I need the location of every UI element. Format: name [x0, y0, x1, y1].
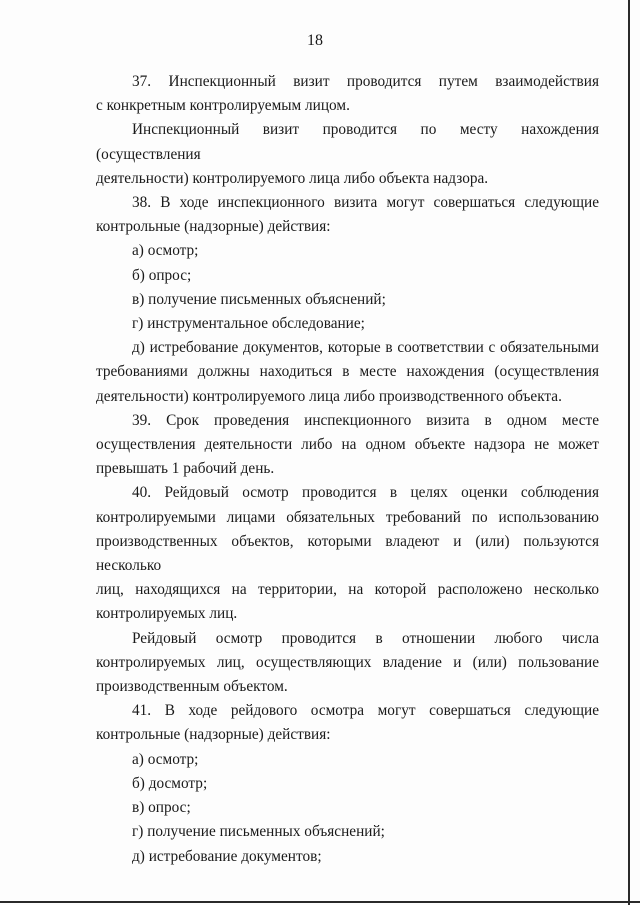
text-line: Инспекционный визит проводится по месту нахождения (осуществления	[96, 121, 599, 163]
text-line: Рейдовый осмотр проводится в отношении любого числа	[132, 629, 599, 647]
text-line: а) осмотр;	[132, 750, 199, 768]
text-line: контрольные (надзорные) действия:	[96, 218, 331, 236]
text-line: 40. Рейдовый осмотр проводится в целях оценки соблюдения	[132, 484, 599, 502]
page-number: 18	[307, 32, 323, 49]
text-line: контролируемых лиц, осуществляющих владение и (или) пользование	[96, 653, 599, 671]
scan-edge-right	[628, 0, 630, 905]
text-line: деятельности) контролируемого лица либо объекта надзора.	[96, 169, 489, 187]
text-line: 39. Срок проведения инспекционного визита в одном месте	[132, 411, 599, 429]
scan-edge-bottom	[0, 901, 640, 903]
text-line: превышать 1 рабочий день.	[96, 460, 275, 478]
text-line: контролируемых лиц.	[96, 605, 238, 623]
text-line: 38. В ходе инспекционного визита могут совершаться следующие	[132, 194, 599, 212]
text-line: требованиями должны находиться в месте нахождения (осуществления	[96, 363, 599, 381]
text-line: контрольные (надзорные) действия:	[96, 726, 331, 744]
text-line: деятельности) контролируемого лица либо производственного объекта.	[96, 387, 562, 405]
text-line: д) истребование документов;	[132, 847, 322, 865]
text-line: д) истребование документов, которые в соответствии с обязательными	[132, 339, 599, 357]
text-line: контролируемыми лицами обязательных требований по использованию	[96, 508, 599, 526]
text-line: 41. В ходе рейдового осмотра могут совершаться следующие	[132, 702, 599, 720]
text-line: 37. Инспекционный визит проводится путем взаимодействия	[132, 73, 599, 90]
text-line: производственным объектом.	[96, 678, 288, 696]
text-line: в) получение письменных объяснений;	[132, 290, 386, 308]
text-line: б) опрос;	[132, 266, 192, 284]
text-line: г) получение письменных объяснений;	[132, 823, 385, 841]
text-line: с конкретным контролируемым лицом.	[96, 97, 350, 115]
document-body	[96, 70, 599, 869]
text-line: в) опрос;	[132, 799, 191, 817]
text-line: а) осмотр;	[132, 242, 199, 260]
text-line: лиц, находящихся на территории, на которой расположено несколько	[96, 581, 599, 599]
text-line: г) инструментальное обследование;	[132, 315, 365, 333]
text-line: б) досмотр;	[132, 774, 208, 792]
text-line: осуществления деятельности либо на одном объекте надзора не может	[96, 436, 599, 454]
text-line: производственных объектов, которыми владеют и (или) пользуются несколько	[96, 532, 599, 575]
